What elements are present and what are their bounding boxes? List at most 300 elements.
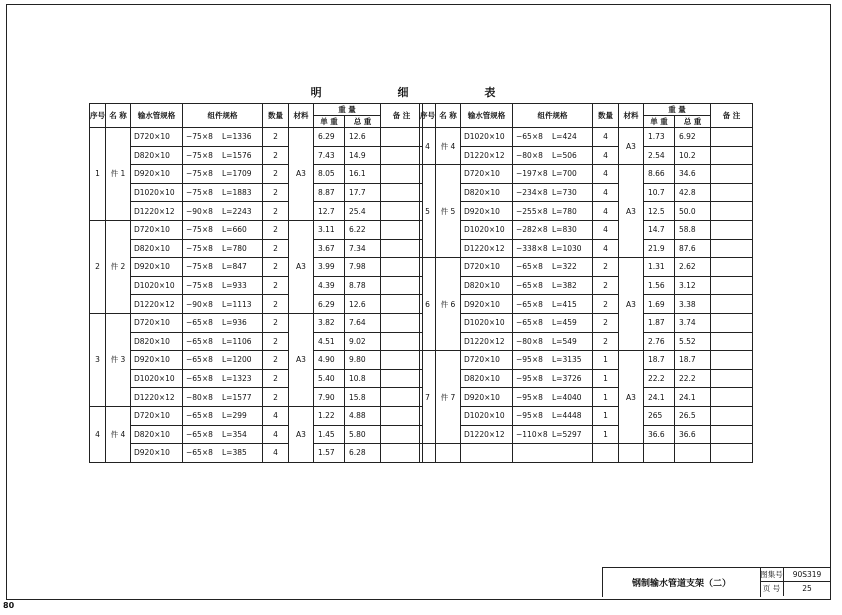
- component-length: L=1883: [222, 188, 252, 198]
- material: A3: [289, 220, 314, 313]
- header-qty: 数量: [593, 104, 619, 128]
- total-weight: 17.7: [345, 183, 381, 202]
- page-number: 80: [3, 601, 15, 610]
- remark: [381, 313, 423, 332]
- component-spec: [513, 332, 593, 351]
- table-row: [90, 220, 423, 239]
- remark: [381, 239, 423, 258]
- quantity: 1: [593, 351, 619, 370]
- total-weight: 26.5: [675, 406, 711, 425]
- component-section: −110×8: [516, 429, 548, 439]
- unit-weight: 3.82: [314, 313, 345, 332]
- pipe-spec: D820×10: [131, 146, 183, 165]
- component-section: −65×8: [186, 448, 213, 458]
- atlas-value: 90S319: [784, 568, 830, 582]
- component-section: −255×8: [516, 206, 548, 216]
- remark: [381, 351, 423, 370]
- unit-weight: 1.87: [644, 313, 675, 332]
- remark: [381, 444, 423, 463]
- unit-weight: 18.7: [644, 351, 675, 370]
- header-component: 组件规格: [513, 104, 593, 128]
- header-weight: 重 量: [644, 104, 711, 116]
- pipe-spec: D1020×10: [131, 276, 183, 295]
- header-remark: 备 注: [711, 104, 753, 128]
- pipe-spec: D720×10: [461, 351, 513, 370]
- quantity: 1: [593, 425, 619, 444]
- pipe-spec: D1020×10: [131, 183, 183, 202]
- remark: [711, 369, 753, 388]
- unit-weight: 14.7: [644, 220, 675, 239]
- total-weight: 9.80: [345, 351, 381, 370]
- remark: [711, 313, 753, 332]
- pipe-spec: D720×10: [461, 165, 513, 184]
- unit-weight: 8.66: [644, 165, 675, 184]
- component-section: −65×8: [516, 281, 543, 291]
- total-weight: 4.88: [345, 406, 381, 425]
- remark: [381, 146, 423, 165]
- component-spec: [183, 406, 263, 425]
- component-section: −282×8: [516, 225, 548, 235]
- unit-weight: 265: [644, 406, 675, 425]
- remark: [381, 295, 423, 314]
- unit-weight: 1.45: [314, 425, 345, 444]
- component-spec: [513, 239, 593, 258]
- component-section: −65×8: [186, 318, 213, 328]
- quantity: 2: [593, 313, 619, 332]
- component-length: L=780: [552, 206, 577, 216]
- remark: [381, 425, 423, 444]
- component-section: −95×8: [516, 392, 543, 402]
- quantity: 4: [263, 425, 289, 444]
- component-length: L=1576: [222, 150, 252, 160]
- part-seq: 4: [90, 406, 106, 462]
- table-row: [90, 183, 423, 202]
- total-weight: 7.34: [345, 239, 381, 258]
- table-row: [90, 332, 423, 351]
- component-spec: [183, 239, 263, 258]
- component-spec: [183, 146, 263, 165]
- unit-weight: 2.76: [644, 332, 675, 351]
- table-row: [420, 295, 753, 314]
- pipe-spec: D820×10: [131, 332, 183, 351]
- total-weight: 7.64: [345, 313, 381, 332]
- total-weight: 3.12: [675, 276, 711, 295]
- pipe-spec: D920×10: [131, 258, 183, 277]
- component-length: L=1577: [222, 392, 252, 402]
- total-weight: 12.6: [345, 295, 381, 314]
- part-name: 件 7: [436, 351, 461, 444]
- total-weight: 3.38: [675, 295, 711, 314]
- part-seq: 4: [420, 128, 436, 165]
- empty-cell: [513, 444, 593, 463]
- unit-weight: 21.9: [644, 239, 675, 258]
- total-weight: 5.52: [675, 332, 711, 351]
- quantity: 2: [263, 369, 289, 388]
- component-section: −65×8: [516, 299, 543, 309]
- total-weight: 10.8: [345, 369, 381, 388]
- part-name: 件 3: [106, 313, 131, 406]
- component-spec: [183, 183, 263, 202]
- component-spec: [183, 332, 263, 351]
- table-row: [420, 165, 753, 184]
- quantity: 4: [263, 406, 289, 425]
- component-spec: [513, 220, 593, 239]
- remark: [381, 258, 423, 277]
- material: A3: [619, 128, 644, 165]
- table-row: [90, 276, 423, 295]
- pipe-spec: D720×10: [131, 406, 183, 425]
- component-length: L=660: [222, 225, 247, 235]
- quantity: 2: [263, 258, 289, 277]
- unit-weight: 3.67: [314, 239, 345, 258]
- header-unit-weight: 单 重: [644, 116, 675, 128]
- remark: [381, 388, 423, 407]
- component-section: −75×8: [186, 188, 213, 198]
- unit-weight: 22.2: [644, 369, 675, 388]
- component-section: −65×8: [186, 336, 213, 346]
- quantity: 2: [593, 295, 619, 314]
- quantity: 4: [593, 239, 619, 258]
- table-row: [420, 258, 753, 277]
- component-section: −80×8: [186, 392, 213, 402]
- unit-weight: 1.57: [314, 444, 345, 463]
- component-length: L=5297: [552, 429, 582, 439]
- component-spec: [183, 444, 263, 463]
- component-section: −75×8: [186, 281, 213, 291]
- remark: [381, 183, 423, 202]
- empty-cell: [461, 444, 513, 463]
- component-spec: [183, 388, 263, 407]
- table-row: [90, 369, 423, 388]
- part-name: 件 4: [436, 128, 461, 165]
- empty-cell: [675, 444, 711, 463]
- component-length: L=506: [552, 150, 577, 160]
- total-weight: 9.02: [345, 332, 381, 351]
- total-weight: 14.9: [345, 146, 381, 165]
- quantity: 2: [263, 146, 289, 165]
- pipe-spec: D1020×10: [461, 128, 513, 147]
- total-weight: 12.6: [345, 128, 381, 147]
- component-length: L=933: [222, 281, 247, 291]
- total-weight: 58.8: [675, 220, 711, 239]
- table-row: [420, 220, 753, 239]
- component-spec: [183, 128, 263, 147]
- remark: [711, 239, 753, 258]
- component-spec: [513, 202, 593, 221]
- component-length: L=780: [222, 243, 247, 253]
- unit-weight: 2.54: [644, 146, 675, 165]
- component-length: L=700: [552, 169, 577, 179]
- pipe-spec: D720×10: [131, 128, 183, 147]
- unit-weight: 6.29: [314, 295, 345, 314]
- part-name: 件 4: [106, 406, 131, 462]
- table-row: [420, 425, 753, 444]
- unit-weight: 4.51: [314, 332, 345, 351]
- part-name: 件 6: [436, 258, 461, 351]
- table-row: [90, 406, 423, 425]
- remark: [711, 295, 753, 314]
- table-row: [90, 313, 423, 332]
- component-section: −65×8: [516, 262, 543, 272]
- header-name: 名 称: [106, 104, 131, 128]
- header-material: 材料: [619, 104, 644, 128]
- material: A3: [619, 351, 644, 444]
- quantity: 4: [593, 202, 619, 221]
- pipe-spec: D920×10: [131, 444, 183, 463]
- component-spec: [513, 313, 593, 332]
- total-weight: 34.6: [675, 165, 711, 184]
- table-row: [420, 276, 753, 295]
- component-spec: [513, 295, 593, 314]
- component-spec: [513, 146, 593, 165]
- header-seq: 序号: [90, 104, 106, 128]
- component-section: −75×8: [186, 243, 213, 253]
- component-section: −75×8: [186, 132, 213, 142]
- pipe-spec: D920×10: [131, 351, 183, 370]
- table-row: [90, 351, 423, 370]
- total-weight: 6.22: [345, 220, 381, 239]
- component-length: L=1323: [222, 374, 252, 384]
- component-section: −90×8: [186, 206, 213, 216]
- component-spec: [513, 406, 593, 425]
- material: A3: [619, 165, 644, 258]
- component-length: L=1030: [552, 243, 582, 253]
- remark: [711, 183, 753, 202]
- material: A3: [619, 258, 644, 351]
- part-name: 件 2: [106, 220, 131, 313]
- component-spec: [513, 276, 593, 295]
- unit-weight: 1.56: [644, 276, 675, 295]
- material: A3: [289, 313, 314, 406]
- unit-weight: 12.5: [644, 202, 675, 221]
- component-spec: [513, 183, 593, 202]
- quantity: 2: [263, 183, 289, 202]
- quantity: 2: [263, 239, 289, 258]
- unit-weight: 12.7: [314, 202, 345, 221]
- left-spec-table: [89, 103, 423, 463]
- total-weight: 16.1: [345, 165, 381, 184]
- component-section: −95×8: [516, 411, 543, 421]
- part-seq: 6: [420, 258, 436, 351]
- component-length: L=3726: [552, 374, 582, 384]
- quantity: 2: [593, 258, 619, 277]
- table-title: 明 细 表: [310, 86, 532, 99]
- title-block: [602, 567, 831, 597]
- component-section: −75×8: [186, 169, 213, 179]
- total-weight: 3.74: [675, 313, 711, 332]
- component-length: L=1200: [222, 355, 252, 365]
- component-spec: [183, 369, 263, 388]
- component-length: L=2243: [222, 206, 252, 216]
- pipe-spec: D1220×12: [461, 146, 513, 165]
- remark: [381, 165, 423, 184]
- component-length: L=847: [222, 262, 247, 272]
- atlas-label: 图集号: [760, 568, 784, 582]
- pipe-spec: D1220×12: [461, 332, 513, 351]
- quantity: 2: [263, 128, 289, 147]
- empty-cell: [420, 444, 436, 463]
- left-table-body: [90, 128, 423, 463]
- remark: [381, 276, 423, 295]
- component-spec: [183, 313, 263, 332]
- pipe-spec: D1220×12: [131, 202, 183, 221]
- table-row: [90, 258, 423, 277]
- right-spec-table: [419, 103, 753, 463]
- component-length: L=830: [552, 225, 577, 235]
- remark: [711, 351, 753, 370]
- unit-weight: 4.39: [314, 276, 345, 295]
- component-length: L=4448: [552, 411, 582, 421]
- pipe-spec: D820×10: [461, 369, 513, 388]
- pipe-spec: D1020×10: [461, 313, 513, 332]
- quantity: 2: [263, 220, 289, 239]
- unit-weight: 1.73: [644, 128, 675, 147]
- component-spec: [183, 220, 263, 239]
- component-length: L=299: [222, 411, 247, 421]
- pipe-spec: D920×10: [461, 202, 513, 221]
- component-length: L=936: [222, 318, 247, 328]
- unit-weight: 6.29: [314, 128, 345, 147]
- quantity: 4: [593, 220, 619, 239]
- header-component: 组件规格: [183, 104, 263, 128]
- quantity: 4: [593, 146, 619, 165]
- header-remark: 备 注: [381, 104, 423, 128]
- pipe-spec: D1220×12: [131, 388, 183, 407]
- component-spec: [513, 128, 593, 147]
- header-pipe: 输水管规格: [461, 104, 513, 128]
- header-total-weight: 总 重: [345, 116, 381, 128]
- remark: [711, 220, 753, 239]
- component-length: L=730: [552, 188, 577, 198]
- quantity: 2: [263, 295, 289, 314]
- total-weight: 5.80: [345, 425, 381, 444]
- table-row: [90, 425, 423, 444]
- header-pipe: 输水管规格: [131, 104, 183, 128]
- table-row: [420, 388, 753, 407]
- quantity: 4: [593, 183, 619, 202]
- component-section: −95×8: [516, 374, 543, 384]
- header-unit-weight: 单 重: [314, 116, 345, 128]
- total-weight: 6.28: [345, 444, 381, 463]
- part-seq: 5: [420, 165, 436, 258]
- component-length: L=459: [552, 318, 577, 328]
- table-row: [90, 388, 423, 407]
- pipe-spec: D820×10: [131, 239, 183, 258]
- quantity: 2: [263, 313, 289, 332]
- header-seq: 序号: [420, 104, 436, 128]
- table-row: [90, 202, 423, 221]
- remark: [711, 165, 753, 184]
- total-weight: 18.7: [675, 351, 711, 370]
- component-section: −75×8: [186, 262, 213, 272]
- component-section: −90×8: [186, 299, 213, 309]
- component-length: L=1113: [222, 299, 252, 309]
- part-name: 件 1: [106, 128, 131, 221]
- total-weight: 15.8: [345, 388, 381, 407]
- quantity: 4: [593, 128, 619, 147]
- quantity: 2: [593, 332, 619, 351]
- table-row: [90, 128, 423, 147]
- component-length: L=424: [552, 132, 577, 142]
- page-value: 25: [802, 584, 812, 593]
- header-material: 材料: [289, 104, 314, 128]
- material: A3: [289, 128, 314, 221]
- remark: [711, 128, 753, 147]
- component-spec: [513, 258, 593, 277]
- empty-cell: [593, 444, 619, 463]
- unit-weight: 1.69: [644, 295, 675, 314]
- component-spec: [183, 202, 263, 221]
- component-spec: [183, 276, 263, 295]
- unit-weight: 3.11: [314, 220, 345, 239]
- component-length: L=549: [552, 336, 577, 346]
- component-section: −75×8: [186, 225, 213, 235]
- pipe-spec: D820×10: [461, 276, 513, 295]
- table-row: [420, 369, 753, 388]
- component-spec: [183, 165, 263, 184]
- table-row: [90, 165, 423, 184]
- table-row: [420, 146, 753, 165]
- table-row: [420, 313, 753, 332]
- quantity: 2: [263, 351, 289, 370]
- unit-weight: 4.90: [314, 351, 345, 370]
- remark: [711, 425, 753, 444]
- unit-weight: 8.05: [314, 165, 345, 184]
- component-length: L=385: [222, 448, 247, 458]
- component-section: −338×8: [516, 243, 548, 253]
- component-spec: [183, 258, 263, 277]
- table-row: [90, 295, 423, 314]
- pipe-spec: D720×10: [131, 313, 183, 332]
- pipe-spec: D920×10: [131, 165, 183, 184]
- total-weight: 6.92: [675, 128, 711, 147]
- remark: [381, 332, 423, 351]
- table-row: [420, 332, 753, 351]
- total-weight: 87.6: [675, 239, 711, 258]
- empty-cell: [711, 444, 753, 463]
- component-length: L=1709: [222, 169, 252, 179]
- component-spec: [183, 295, 263, 314]
- remark: [381, 128, 423, 147]
- header-qty: 数量: [263, 104, 289, 128]
- total-weight: 7.98: [345, 258, 381, 277]
- component-section: −197×8: [516, 169, 548, 179]
- part-seq: 3: [90, 313, 106, 406]
- pipe-spec: D1220×12: [461, 425, 513, 444]
- unit-weight: 3.99: [314, 258, 345, 277]
- header-name: 名 称: [436, 104, 461, 128]
- table-row: [420, 183, 753, 202]
- component-length: L=415: [552, 299, 577, 309]
- component-spec: [183, 351, 263, 370]
- component-length: L=1106: [222, 336, 252, 346]
- remark: [711, 258, 753, 277]
- part-name: 件 5: [436, 165, 461, 258]
- total-weight: 25.4: [345, 202, 381, 221]
- quantity: 4: [263, 444, 289, 463]
- unit-weight: 7.90: [314, 388, 345, 407]
- pipe-spec: D820×10: [131, 425, 183, 444]
- remark: [711, 146, 753, 165]
- component-spec: [513, 165, 593, 184]
- quantity: 2: [593, 276, 619, 295]
- component-spec: [513, 369, 593, 388]
- pipe-spec: D720×10: [131, 220, 183, 239]
- unit-weight: 5.40: [314, 369, 345, 388]
- component-spec: [513, 351, 593, 370]
- component-section: −80×8: [516, 336, 543, 346]
- quantity: 2: [263, 202, 289, 221]
